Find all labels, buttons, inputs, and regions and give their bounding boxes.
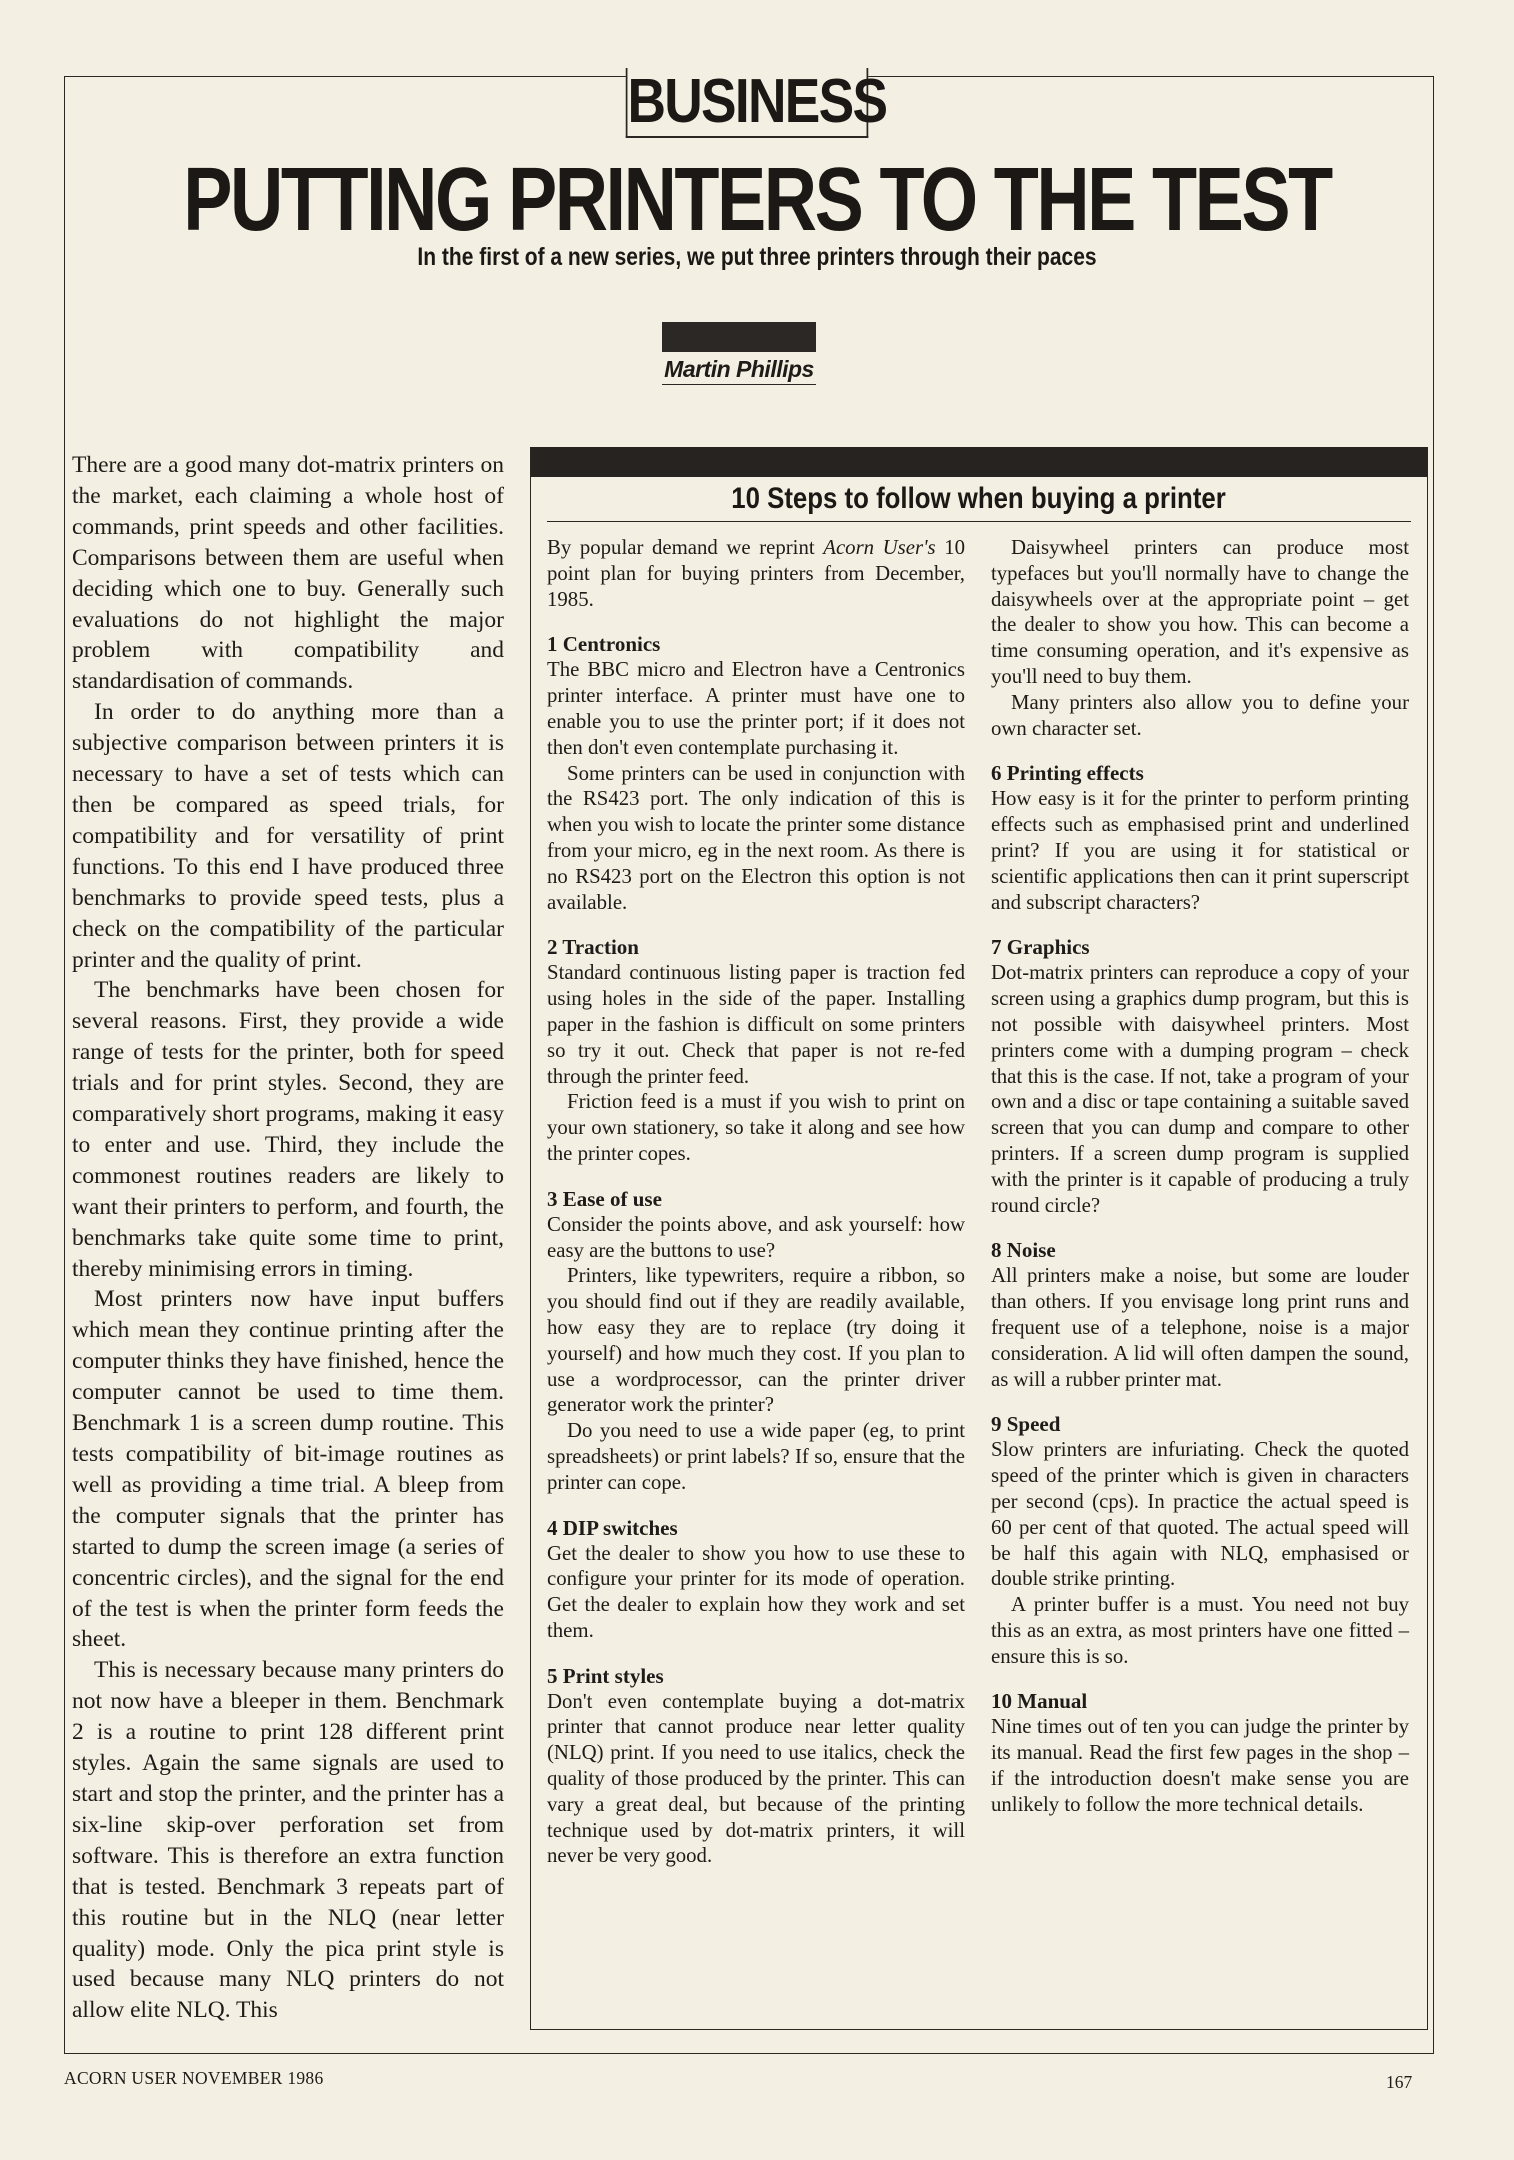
step-text: All printers make a noise, but some are louder than others. If you envisage long print runs and frequent use of a telephone, noise is a major consideration. A lid will often dampen the sound, as will a rubber printer mat. — [991, 1264, 1409, 1391]
page-number: 167 — [1386, 2072, 1413, 2092]
step-heading: 1 Centronics — [547, 632, 661, 657]
step-heading: 3 Ease of use — [547, 1186, 662, 1211]
step-text: Dot-matrix printers can reproduce a copy of your screen using a graphics dump program, but this is not possible with daisywheel printers. Most printers come with a dumping program – check that this is the case. If not, take a program of your own and a disc or tape containing a suitable saved screen that you can dump and compare to other printers. If a screen dump program is supplied with the printer is it capable of producing a truly round circle? — [991, 961, 1409, 1217]
sidebar-bar — [531, 447, 1427, 477]
step-heading: 7 Graphics — [991, 935, 1090, 960]
sidebar-column-left — [547, 535, 965, 1869]
step-text: Daisywheel printers can produce most typefaces but you'll normally have to change the daisywheels over at the appropriate point – get the dealer to show you how. This can become a time consuming operation, and it's expensive as you'll need to buy them. — [991, 536, 1409, 688]
step-text: Some printers can be used in conjunction with the RS423 port. The only indication of this is when you wish to locate the printer some distance from your micro, eg in the next room. As there is no RS423 port on the Electron this option is not available. — [547, 761, 965, 914]
step-heading: 6 Printing effects — [991, 761, 1144, 786]
article-paragraph: This is necessary because many printers do not now have a bleeper in them. Benchmark 2 is a routine to print 128 different print styles. Again the same signals are used to start and stop the printer, and the printer has a six-line skip-over perforation set from software. This is therefore an extra function that is tested. Benchmark 3 repeats part of this routine but in the NLQ (near letter quality) mode. Only the pica print style is used because many NLQ printers do not allow elite NLQ. This — [72, 1657, 504, 2024]
step-text: Printers, like typewriters, require a ribbon, so you should find out if they are readily available, how easy they are to replace (try doing it yourself) and how much they cost. If you plan to use a wordprocessor, can the printer driver generator work the printer? — [547, 1264, 965, 1417]
section-label: BUSINESS — [627, 67, 887, 136]
step-text: Nine times out of ten you can judge the printer by its manual. Read the first few pages in the shop – if the introduction doesn't make sense you are unlikely to follow the more technical details. — [991, 1715, 1409, 1816]
step-text: Standard continuous listing paper is traction fed using holes in the side of the paper. Installing paper in the fashion is difficult on some printers so try it out. Check that paper is not re-fed through the printer feed. — [547, 961, 965, 1088]
sidebar-column-right — [991, 535, 1409, 1818]
step-text: A printer buffer is a must. You need not buy this as an extra, as most printers have one fitted – ensure this is so. — [991, 1593, 1409, 1668]
step-text: Don't even contemplate buying a dot-matrix printer that cannot produce near letter quality (NLQ) print. If you need to use italics, check the quality of those produced by the printer. This can vary a great deal, but because of the printing technique used by dot-matrix printers, it will never be very good. — [547, 1689, 965, 1868]
article-paragraph: There are a good many dot-matrix printers on the market, each claiming a whole host of commands, print speeds and other facilities. Comparisons between them are useful when deciding which one to buy. Generally such evaluations do not highlight the major problem with compatibility and standardisation of commands. — [72, 452, 504, 695]
article-paragraph: Most printers now have input buffers which mean they continue printing after the computer thinks they have finished, hence the computer cannot be used to time them. Benchmark 1 is a screen dump routine. This tests compatibility of bit-image routines as well as providing a time trial. A bleep from the computer signals that the printer has started to dump the screen image (a series of concentric circles), and the signal for the end of the test is when the printer form feeds the sheet. — [72, 1286, 504, 1653]
step-heading: 2 Traction — [547, 935, 639, 960]
article-paragraph: In order to do anything more than a subjective comparison between printers it is necessary to have a set of tests which can then be compared as speed trials, for compatibility and for versatility of print functions. To this end I have produced three benchmarks to provide speed tests, plus a check on the compatibility of the particular printer and the quality of print. — [72, 699, 504, 973]
step-heading: 9 Speed — [991, 1412, 1061, 1437]
step-heading: 5 Print styles — [547, 1663, 664, 1688]
step-text: How easy is it for the printer to perform printing effects such as emphasised print and underlined print? If you are using it for statistical or scientific applications then can it print superscript and subscript characters? — [991, 787, 1409, 914]
step-text: Many printers also allow you to define your own character set. — [991, 690, 1409, 740]
step-heading: 10 Manual — [991, 1689, 1088, 1714]
article-body — [72, 450, 504, 2026]
byline: Martin Phillips — [662, 354, 816, 385]
sidebar-intro: By popular demand we reprint Acorn User's 10 point plan for buying printers from December, 1985. — [547, 536, 966, 611]
footer-publication: ACORN USER NOVEMBER 1986 — [64, 2068, 324, 2088]
sidebar-title — [547, 477, 1411, 522]
byline-bar — [662, 322, 816, 352]
step-text: Do you need to use a wide paper (eg, to print spreadsheets) or print labels? If so, ensure that the printer can cope. — [547, 1419, 965, 1494]
standfirst: In the first of a new series, we put three printers through their paces — [417, 243, 1097, 271]
step-text: Get the dealer to show you how to use these to configure your printer for its mode of operation. Get the dealer to explain how they work and set them. — [547, 1541, 965, 1642]
step-heading: 8 Noise — [991, 1238, 1056, 1263]
sidebar-box — [530, 447, 1428, 2030]
article-paragraph: The benchmarks have been chosen for several reasons. First, they provide a wide range of tests for the printer, both for speed trials and for print styles. Second, they are comparatively short programs, making it easy to enter and use. Third, they include the commonest routines readers are likely to want their printers to perform, and fourth, the benchmarks take quite some time to print, thereby minimising errors in timing. — [72, 977, 504, 1282]
step-text: Friction feed is a must if you wish to print on your own stationery, so take it along and see how the printer copes. — [547, 1090, 965, 1165]
step-heading: 4 DIP switches — [547, 1515, 678, 1540]
step-text: Slow printers are infuriating. Check the quoted speed of the printer which is given in characters per second (cps). In practice the actual speed is 60 per cent of that quoted. The actual speed will be half this again with NLQ, emphasised or double strike printing. — [991, 1438, 1409, 1591]
step-text: Consider the points above, and ask yourself: how easy are the buttons to use? — [547, 1212, 965, 1262]
headline: PUTTING PRINTERS TO THE TEST — [183, 150, 1331, 250]
step-text: The BBC micro and Electron have a Centronics printer interface. A printer must have one to enable you to use the printer port; if it does not then don't even contemplate purchasing it. — [547, 658, 965, 759]
sidebar-title-text: 10 Steps to follow when buying a printer — [731, 482, 1227, 515]
